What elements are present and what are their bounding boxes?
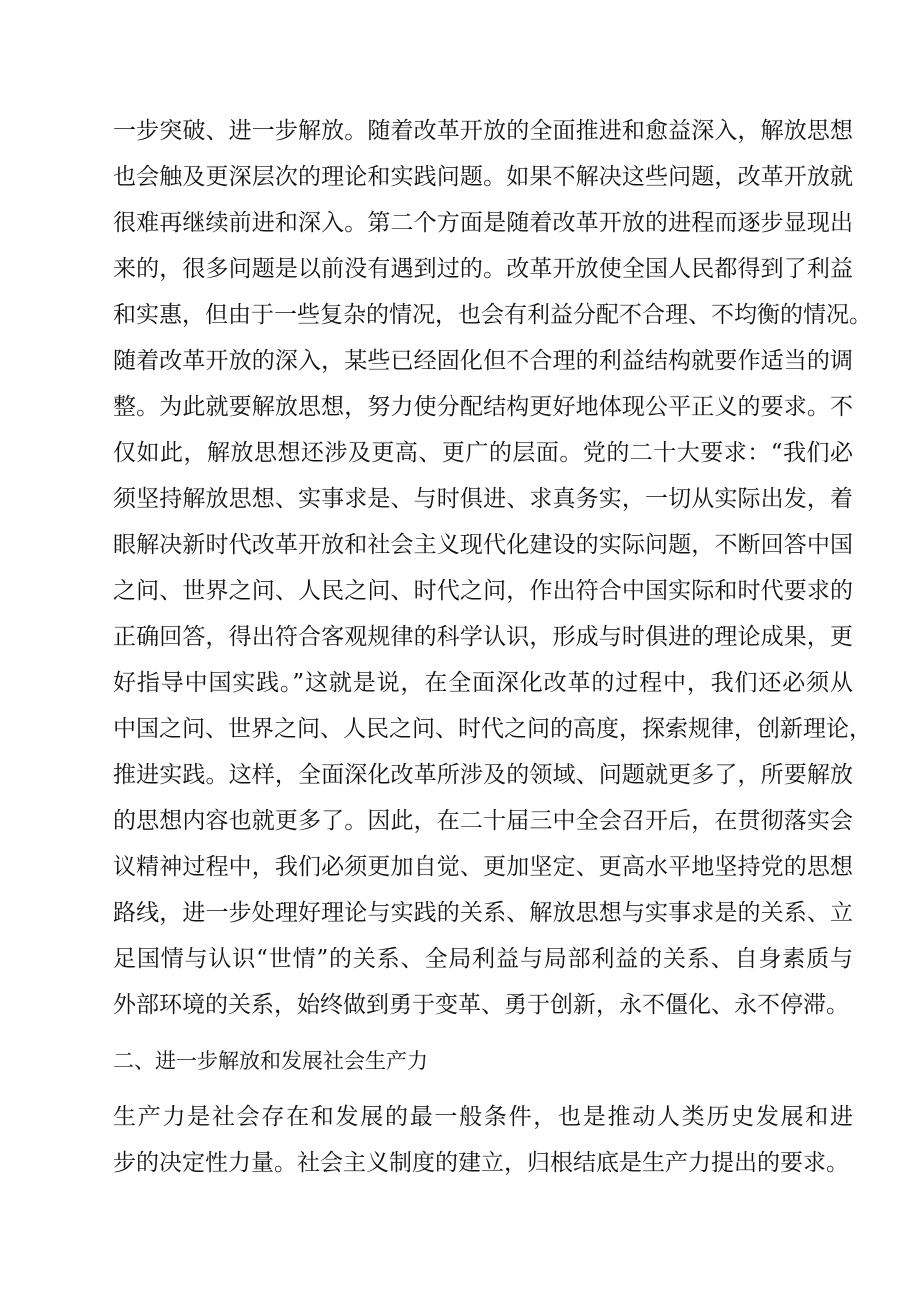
text-line: 外部环境的关系，始终做到勇于变革、勇于创新，永不僵化、永不停滞。 — [113, 992, 849, 1018]
text-line: 来的，很多问题是以前没有遇到过的。改革开放使全国人民都得到了利益 — [113, 256, 853, 282]
text-line: 整。为此就要解放思想，努力使分配结构更好地体现公平正义的要求。不 — [113, 394, 853, 420]
text-line: 中国之问、世界之问、人民之问、时代之问的高度，探索规律，创新理论， — [113, 716, 872, 742]
text-line: 生产力是社会存在和发展的最一般条件，也是推动人类历史发展和进 — [113, 1104, 853, 1130]
text-line: 很难再继续前进和深入。第二个方面是随着改革开放的进程而逐步显现出 — [113, 210, 853, 236]
text-line: 的思想内容也就更多了。因此，在二十届三中全会召开后，在贯彻落实会 — [113, 808, 853, 834]
text-line: 须坚持解放思想、实事求是、与时俱进、求真务实，一切从实际出发，着 — [113, 486, 853, 512]
text-line: 也会触及更深层次的理论和实践问题。如果不解决这些问题，改革开放就 — [113, 164, 853, 190]
text-line: 正确回答，得出符合客观规律的科学认识，形成与时俱进的理论成果，更 — [113, 624, 853, 650]
text-line: 议精神过程中，我们必须更加自觉、更加坚定、更高水平地坚持党的思想 — [113, 854, 853, 880]
text-line: 随着改革开放的深入，某些已经固化但不合理的利益结构就要作适当的调 — [113, 348, 853, 374]
text-line: 足国情与认识“世情”的关系、全局利益与局部利益的关系、自身素质与 — [113, 946, 853, 972]
text-line: 路线，进一步处理好理论与实践的关系、解放思想与实事求是的关系、立 — [113, 900, 853, 926]
text-line: 眼解决新时代改革开放和社会主义现代化建设的实际问题，不断回答中国 — [113, 532, 853, 558]
text-line: 仅如此，解放思想还涉及更高、更广的层面。党的二十大要求：“我们必 — [113, 440, 853, 466]
text-line: 步的决定性力量。社会主义制度的建立，归根结底是生产力提出的要求。 — [113, 1150, 849, 1176]
text-line: 和实惠，但由于一些复杂的情况，也会有利益分配不合理、不均衡的情况。 — [113, 302, 872, 328]
text-line: 好指导中国实践。”这就是说，在全面深化改革的过程中，我们还必须从 — [113, 670, 853, 696]
section-heading: 二、进一步解放和发展社会生产力 — [113, 1049, 428, 1073]
text-line: 之问、世界之问、人民之问、时代之问，作出符合中国实际和时代要求的 — [113, 578, 853, 604]
text-line: 一步突破、进一步解放。随着改革开放的全面推进和愈益深入，解放思想 — [113, 118, 853, 144]
text-line: 推进实践。这样，全面深化改革所涉及的领域、问题就更多了，所要解放 — [113, 762, 853, 788]
